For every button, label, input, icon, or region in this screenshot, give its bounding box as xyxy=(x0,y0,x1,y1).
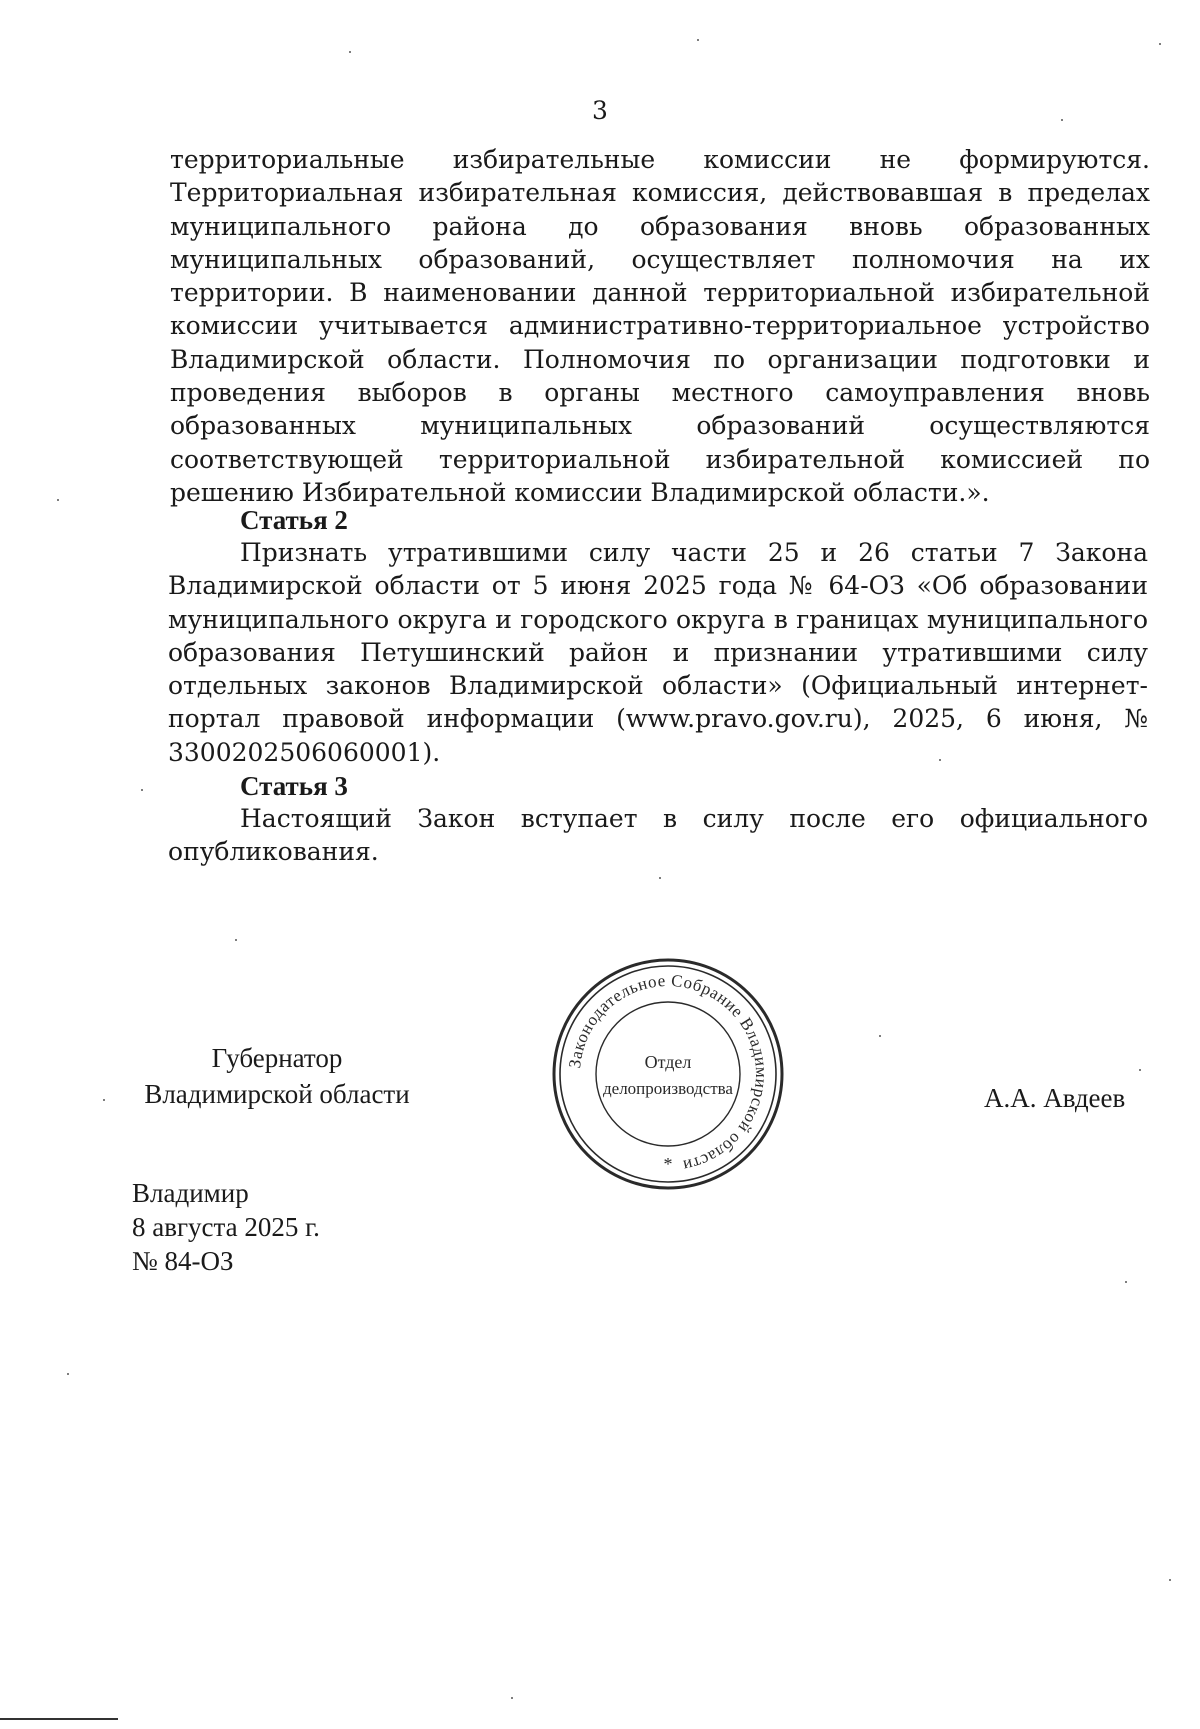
continued-paragraph: территориальные избирательные комиссии не формируются. Территориальная избирательная комиссия, действовавшая в пределах муниципального района до образования вновь образованных муниципальных образований, осуществляет полномочия на их территории. В наименовании данной территориальной избирательной комиссии учитывается административно-территориальное устройство Владимирской области. Полномочия по организации подготовки и проведения выборов в органы местного самоуправления вновь образованных муниципальных образований осуществляются соответствующей территориальной избирательной комиссией по решению Избирательной комиссии Владимирской области.». xyxy=(170,145,1150,507)
signing-place: Владимир xyxy=(132,1178,249,1208)
article-heading: Статья 2 xyxy=(240,505,348,535)
signatory-title: Губернатор xyxy=(211,1043,343,1073)
page-number: 3 xyxy=(592,96,608,125)
signing-date: 8 августа 2025 г. xyxy=(132,1212,320,1242)
article-text: Настоящий Закон вступает в силу после его официального опубликования. xyxy=(168,804,1148,867)
article-3 xyxy=(168,770,1148,869)
seal-center-line1: Отдел xyxy=(644,1052,692,1072)
law-number: № 84-ОЗ xyxy=(132,1246,234,1276)
signatory-name: А.А. Авдеев xyxy=(984,1083,1126,1113)
seal-graphic xyxy=(550,956,786,1192)
signatory-region: Владимирской области xyxy=(144,1079,410,1109)
seal-center-line2: делопроизводства xyxy=(603,1079,733,1098)
place-date-block xyxy=(132,1176,320,1278)
article-2 xyxy=(168,504,1148,769)
seal-star: * xyxy=(663,1154,673,1174)
signatory-position xyxy=(132,1040,422,1112)
scan-edge-mark xyxy=(0,1718,118,1720)
article-text: Признать утратившими силу части 25 и 26 статьи 7 Закона Владимирской области от 5 июня 2025 года № 64-ОЗ «Об образовании муниципального округа и городского округа в границах муниципального образования Петушинский район и признании утратившими силу отдельных законов Владимирской области» (Официальный интернет-портал правовой информации (www.pravo.gov.ru), 2025, 6 июня, № 3300202506060001). xyxy=(168,538,1148,767)
seal-ring-text: Законодательное Собрание Владимирской области xyxy=(565,970,772,1176)
official-seal xyxy=(550,956,786,1192)
article-heading: Статья 3 xyxy=(240,771,348,801)
